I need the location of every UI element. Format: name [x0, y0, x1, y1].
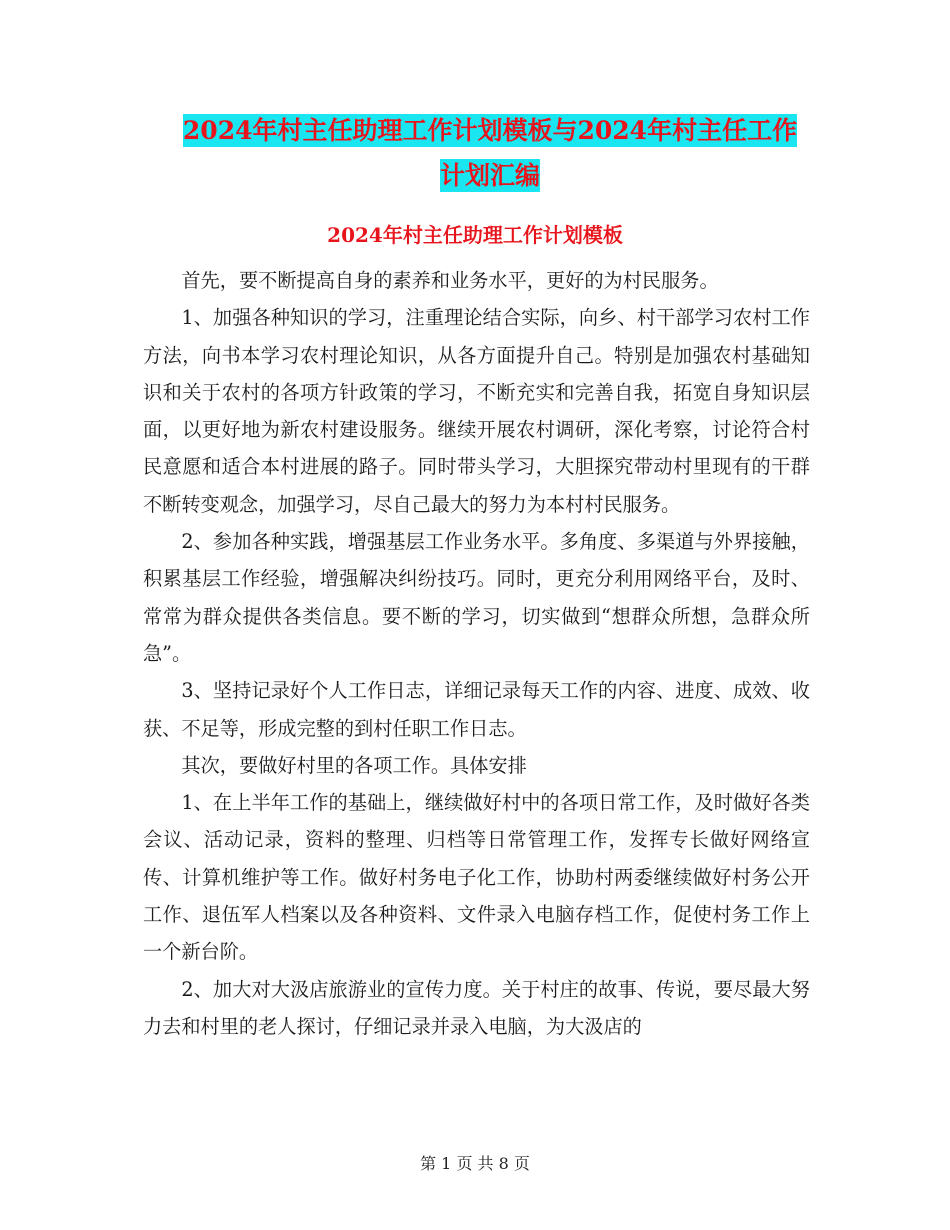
paragraph: 首先，要不断提高自身的素养和业务水平，更好的为村民服务。: [181, 269, 719, 292]
paragraph: 2、参加各种实践，增强基层工作业务水平。多角度、多渠道与外界接触，积累基层工作经验，增强解决纠纷技巧。同时，更充分利用网络平台，及时、常常为群众提供各类信息。要不断的学习，切实做到“想群众所想，急群众所急”。: [143, 530, 810, 665]
paragraph: 3、坚持记录好个人工作日志，详细记录每天工作的内容、进度、成效、收获、不足等，形成完整的到村任职工作日志。: [143, 679, 810, 740]
document-body: [143, 262, 810, 1045]
paragraph: 1、在上半年工作的基础上，继续做好村中的各项日常工作，及时做好各类会议、活动记录，资料的整理、归档等日常管理工作，发挥专长做好网络宣传、计算机维护等工作。做好村务电子化工作，协助村两委继续做好村务公开工作、退伍军人档案以及各种资料、文件录入电脑存档工作，促使村务工作上一个新台阶。: [143, 791, 810, 964]
paragraph: 其次，要做好村里的各项工作。具体安排: [181, 753, 527, 777]
section-title: 2024年村主任助理工作计划模板: [327, 223, 623, 247]
document-title: [140, 108, 840, 198]
paragraph: 2、加大对大汲店旅游业的宣传力度。关于村庄的故事、传说，要尽最大努力去和村里的老人探讨，仔细记录并录入电脑，为大汲店的: [143, 977, 810, 1038]
page-footer: 第 1 页 共 8 页: [420, 1154, 530, 1173]
paragraph: 1、加强各种知识的学习，注重理论结合实际，向乡、村干部学习农村工作方法，向书本学习农村理论知识，从各方面提升自己。特别是加强农村基础知识和关于农村的各项方针政策的学习，不断充实和完善自我，拓宽自身知识层面，以更好地为新农村建设服务。继续开展农村调研，深化考察，讨论符合村民意愿和适合本村进展的路子。同时带头学习，大胆探究带动村里现有的干群不断转变观念，加强学习，尽自己最大的努力为本村村民服务。: [143, 306, 810, 516]
document-title-line1: 2024年村主任助理工作计划模板与2024年村主任工作: [182, 116, 798, 145]
document-title-line2: 计划汇编: [439, 161, 540, 190]
